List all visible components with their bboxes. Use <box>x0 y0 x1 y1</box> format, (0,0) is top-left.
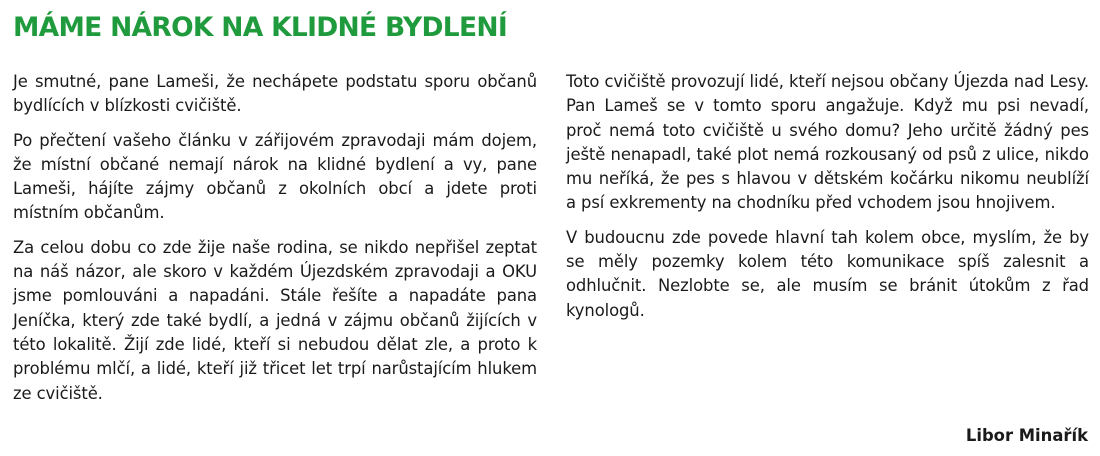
article-title: MÁME NÁROK NA KLIDNÉ BYDLENÍ <box>13 12 508 43</box>
paragraph: Toto cvičiště provozují lidé, kteří nejsou občany Újezda nad Lesy. Pan Lameš se v tomto sporu angažuje. Když mu psi nevadí, proč nemá toto cvičiště u svého domu? Jeho určitě žádný pes ještě nenapadl, také plot nemá rozkousaný od psů z ulice, nikdo mu neříká, že pes s hlavou v dětském kočárku nikomu neublíží a psí exkrementy na chodníku před vchodem jsou hnojivem. <box>566 72 1089 213</box>
paragraph: Po přečtení vašeho článku v zářijovém zpravodaji mám dojem, že místní občané nemají nárok na klidné bydlení a vy, pane Lameši, hájíte zájmy občanů z okolních obcí a jdete proti místním občanům. <box>13 130 537 223</box>
paragraph: Je smutné, pane Lameši, že nechápete podstatu sporu občanů bydlících v blízkosti cvičiště. <box>13 72 537 116</box>
left-column <box>13 70 537 416</box>
right-column <box>566 70 1089 333</box>
paragraph: V budoucnu zde povede hlavní tah kolem obce, myslím, že by se měly pozemky kolem této komunikace spíš zalesnit a odhlučnit. Nezlobte se, ale musím se bránit útokům z řad kynologů. <box>566 227 1089 320</box>
paragraph: Za celou dobu co zde žije naše rodina, se nikdo nepřišel zeptat na náš názor, ale skoro v každém Újezdském zpravodaji a OKU jsme pomlouváni a napadáni. Stále řešíte a napadáte pana Jeníčka, který zde také bydlí, a jedná v zájmu občanů žijících v této lokalitě. Žijí zde lidé, kteří si nebudou dělat zle, a proto k problému mlčí, a lidé, kteří již třicet let trpí narůstajícím hlukem ze cvičiště. <box>13 237 537 403</box>
author-signature: Libor Minařík <box>965 426 1088 445</box>
